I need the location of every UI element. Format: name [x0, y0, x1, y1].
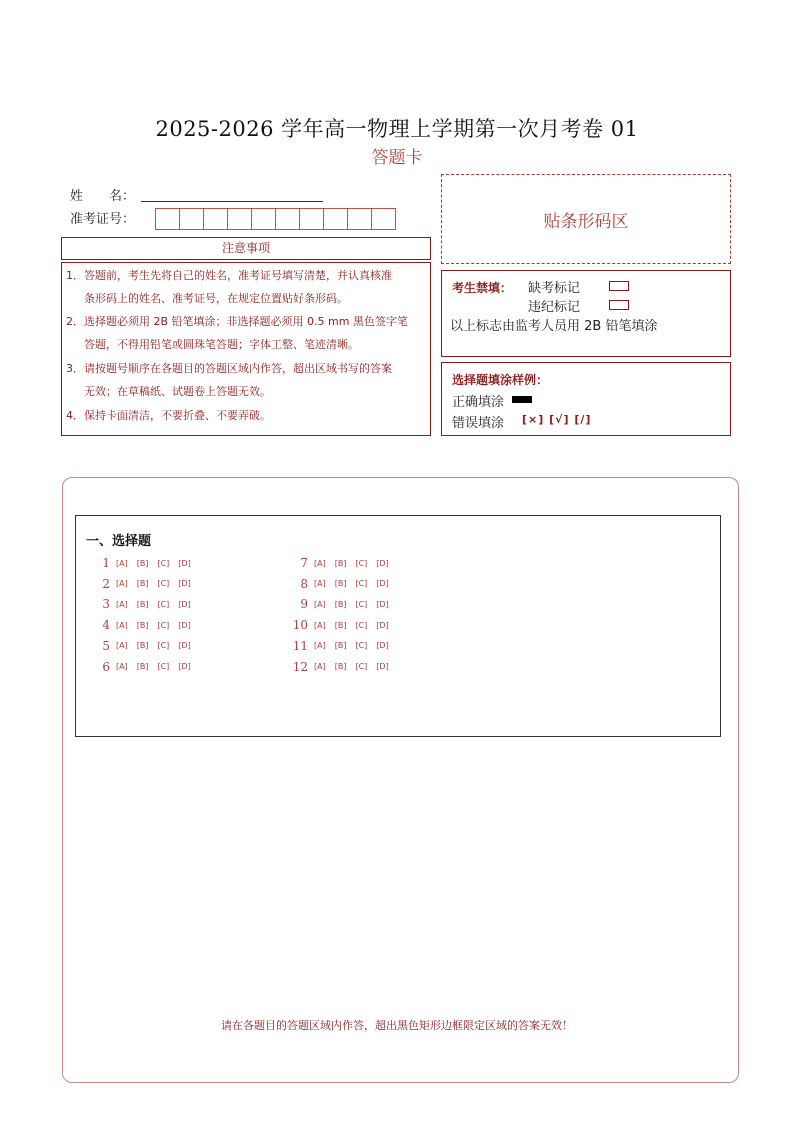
answer-option-bubble[interactable]: [A]: [314, 558, 326, 568]
question-number: 3: [102, 597, 110, 612]
question-row: [86, 554, 200, 572]
answer-option-bubble[interactable]: [A]: [314, 579, 326, 589]
answer-option-bubble[interactable]: [B]: [136, 662, 149, 671]
answer-option-bubble[interactable]: [C]: [157, 641, 170, 651]
question-row: [284, 554, 398, 572]
fill-sample-title: 选择题填涂样例：: [452, 373, 549, 387]
answer-option-bubble[interactable]: [C]: [157, 558, 170, 568]
notice-item-line: 无效；在草稿纸、试题卷上答题无效。: [84, 385, 271, 398]
exam-id-digit-box[interactable]: [347, 208, 372, 230]
answer-option-bubble[interactable]: [A]: [116, 662, 128, 671]
answer-option-bubble[interactable]: [C]: [355, 558, 368, 568]
question-row: [86, 616, 200, 634]
question-number: 11: [292, 638, 308, 653]
answer-option-bubble[interactable]: [D]: [178, 599, 191, 609]
exam-id-label: 准考证号：: [70, 212, 136, 227]
question-number: 12: [292, 659, 308, 674]
answer-option-bubble[interactable]: [B]: [334, 599, 347, 609]
fill-sample-box: [441, 362, 731, 436]
question-row: [284, 616, 398, 634]
answer-option-bubble[interactable]: [B]: [334, 579, 347, 589]
question-number: 5: [102, 638, 110, 653]
answer-option-bubble[interactable]: [B]: [334, 620, 347, 630]
question-number: 7: [300, 556, 308, 570]
answer-option-bubble[interactable]: [D]: [178, 620, 191, 630]
exam-id-digit-box[interactable]: [227, 208, 252, 230]
question-row: [86, 595, 200, 613]
card-subtitle: 答题卡: [371, 148, 423, 168]
notice-item: [66, 264, 428, 310]
notice-item-line: 答题，不得用铅笔或圆珠笔答题；字体工整、笔迹清晰。: [84, 338, 359, 351]
notice-item: [66, 404, 428, 427]
answer-option-bubble[interactable]: [D]: [376, 558, 389, 568]
violation-mark-box[interactable]: [609, 300, 629, 310]
answer-option-bubble[interactable]: [A]: [314, 620, 326, 630]
question-row: [284, 637, 398, 655]
answer-option-bubble[interactable]: [B]: [136, 599, 149, 609]
answer-option-bubble[interactable]: [C]: [355, 579, 368, 589]
notice-item-line: 4．保持卡面清洁，不要折叠、不要弄破。: [66, 409, 271, 422]
absent-mark-box[interactable]: [609, 281, 629, 291]
exam-id-digit-box[interactable]: [155, 208, 180, 230]
answer-option-bubble[interactable]: [C]: [355, 662, 368, 671]
answer-option-bubble[interactable]: [D]: [178, 579, 191, 589]
question-row: [284, 575, 398, 593]
name-field[interactable]: [141, 201, 323, 202]
answer-option-bubble[interactable]: [B]: [334, 662, 347, 671]
exam-id-digit-box[interactable]: [275, 208, 300, 230]
answer-option-bubble[interactable]: [D]: [178, 558, 191, 568]
absent-label: 缺考标记: [528, 281, 581, 296]
question-number: 9: [300, 597, 308, 612]
card-title: 2025-2026 学年高一物理上学期第一次月考卷 01: [155, 117, 639, 141]
exam-marks-box: [441, 270, 731, 357]
proctor-note: 以上标志由监考人员用 2B 铅笔填涂: [450, 319, 658, 334]
question-number: 10: [292, 618, 308, 633]
notice-item-line: 条形码上的姓名、准考证号，在规定位置贴好条形码。: [84, 292, 348, 305]
notice-item-line: 2．选择题必须用 2B 铅笔填涂；非选择题必须用 0.5 mm 黑色签字笔: [66, 315, 408, 328]
notice-item: [66, 310, 428, 356]
answer-option-bubble[interactable]: [D]: [376, 662, 389, 671]
answer-option-bubble[interactable]: [C]: [355, 620, 368, 630]
answer-option-bubble[interactable]: [D]: [178, 641, 191, 651]
section-title: 一、选择题: [86, 534, 152, 549]
exam-id-digit-box[interactable]: [203, 208, 228, 230]
exam-id-digit-box[interactable]: [371, 208, 396, 230]
barcode-label: 贴条形码区: [543, 211, 629, 232]
question-row: [284, 595, 398, 613]
notice-item-line: 1．答题前，考生先将自己的姓名，准考证号填写清楚，并认真核准: [66, 269, 392, 282]
exam-id-boxes[interactable]: [155, 208, 395, 230]
question-row: [86, 637, 200, 655]
wrong-fill-marks: [×] [√] [/]: [522, 413, 592, 426]
answer-option-bubble[interactable]: [C]: [355, 641, 368, 651]
answer-option-bubble[interactable]: [A]: [116, 599, 128, 609]
question-number: 1: [102, 556, 110, 570]
barcode-area: [441, 174, 731, 264]
answer-option-bubble[interactable]: [D]: [178, 662, 191, 671]
multiple-choice-section: [75, 515, 721, 737]
question-row: [284, 658, 398, 676]
answer-option-bubble[interactable]: [B]: [136, 579, 149, 589]
exam-id-digit-box[interactable]: [251, 208, 276, 230]
answer-option-bubble[interactable]: [A]: [314, 662, 326, 671]
footer-warning: 请在各题目的答题区域内作答，超出黑色矩形边框限定区域的答案无效！: [221, 1019, 573, 1032]
exam-id-digit-box[interactable]: [299, 208, 324, 230]
answer-option-bubble[interactable]: [C]: [157, 662, 170, 671]
answer-option-bubble[interactable]: [D]: [376, 641, 389, 651]
question-number: 6: [102, 659, 110, 674]
answer-option-bubble[interactable]: [A]: [314, 641, 326, 651]
answer-option-bubble[interactable]: [D]: [376, 599, 389, 609]
answer-option-bubble[interactable]: [C]: [157, 579, 170, 589]
answer-option-bubble[interactable]: [C]: [157, 599, 170, 609]
answer-option-bubble[interactable]: [A]: [314, 599, 326, 609]
answer-option-bubble[interactable]: [B]: [334, 641, 347, 651]
question-number: 4: [102, 618, 110, 633]
notice-item: [66, 357, 428, 403]
answer-option-bubble[interactable]: [A]: [116, 620, 128, 630]
violation-label: 违纪标记: [528, 300, 581, 315]
correct-fill-label: 正确填涂: [452, 395, 505, 410]
answer-option-bubble[interactable]: [B]: [334, 558, 347, 568]
exam-id-digit-box[interactable]: [179, 208, 204, 230]
answer-option-bubble[interactable]: [A]: [116, 579, 128, 589]
wrong-fill-label: 错误填涂: [452, 416, 505, 431]
notice-heading: 注意事项: [61, 237, 431, 260]
question-number: 8: [300, 576, 308, 591]
notice-item-line: 3．请按题号顺序在各题目的答题区域内作答，超出区域书写的答案: [66, 362, 392, 375]
notice-box: [61, 262, 431, 436]
question-number: 2: [102, 576, 110, 591]
answer-option-bubble[interactable]: [A]: [116, 558, 128, 568]
answer-option-bubble[interactable]: [C]: [157, 620, 170, 630]
answer-option-bubble[interactable]: [D]: [376, 620, 389, 630]
answer-option-bubble[interactable]: [B]: [136, 641, 149, 651]
question-row: [86, 575, 200, 593]
answer-option-bubble[interactable]: [D]: [376, 579, 389, 589]
answer-option-bubble[interactable]: [B]: [136, 620, 149, 630]
answer-option-bubble[interactable]: [C]: [355, 599, 368, 609]
exam-id-digit-box[interactable]: [323, 208, 348, 230]
answer-option-bubble[interactable]: [B]: [136, 558, 149, 568]
forbid-label: 考生禁填：: [452, 281, 513, 295]
question-row: [86, 658, 200, 676]
answer-option-bubble[interactable]: [A]: [116, 641, 128, 651]
name-label: 姓 名：: [70, 189, 136, 204]
correct-fill-mark: [512, 396, 532, 403]
